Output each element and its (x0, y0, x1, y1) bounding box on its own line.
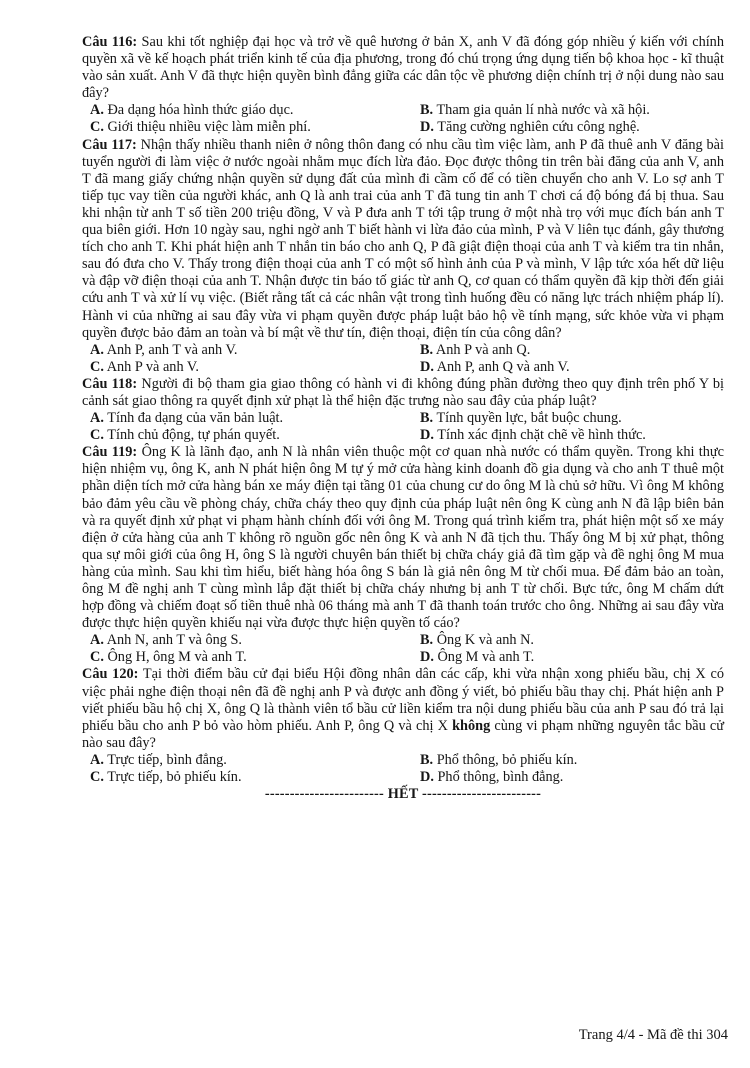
answer-options (82, 410, 724, 444)
question-text (82, 666, 724, 751)
question-number: Câu 119: (82, 444, 138, 461)
answer-options (82, 752, 724, 786)
question-number: Câu 120: (82, 666, 139, 683)
emphasis-not: không (452, 717, 491, 734)
question-body: Nhận thấy nhiều thanh niên ở nông thôn đang có nhu cầu tìm việc làm, anh P đã thuê anh V đăng bài tuyển người đi làm việc ở nước ngoài nhằm mục đích lừa đảo. Đọc được thông tin trên bài đăng của anh V, anh T đã mang giấy chứng nhận quyền sử dụng đất của mình đi cầm cố để có tiền chuyển cho anh V. Lo sợ anh T tiếp tục vay tiền của người khác, anh Q là anh trai của anh T đã tung tin anh T chơi cá độ bóng đá bị thua. Sau khi nhận từ anh T số tiền 200 triệu đồng, V và P đưa anh T tới tập trung ở một nhà trọ với mục đích bán anh T qua biên giới. Hơn 10 ngày sau, nghi ngờ anh T biết hành vi lừa đảo của mình, P và V liên tục đánh, gây thương tích cho anh T. Khi phát hiện anh T nhắn tin báo cho anh Q, P đã giật điện thoại của anh T và kiểm tra tin nhắn, sau đó đưa cho V. Thấy trong điện thoại của anh T có một số hình ảnh của P và mình, V lập tức xóa hết dữ liệu và đập vỡ điện thoại của anh T. Nhận được tin báo tố giác từ anh Q, cơ quan có thẩm quyền đã kịp thời đến giải cứu anh T và xử lí vụ việc. (Biết rằng tất cả các nhân vật trong tình huống đều có năng lực trách nhiệm pháp lí). Hành vi của những ai sau đây vừa vi phạm quyền được pháp luật bảo hộ về tính mạng, sức khỏe vừa vi phạm quyền được bảo đảm an toàn và bí mật về thư tín, điện thoại, điện tín của công dân? (82, 136, 724, 341)
question-body: Ông K là lãnh đạo, anh N là nhân viên thuộc một cơ quan nhà nước có thẩm quyền. Trong khi thực hiện nhiệm vụ, ông K, anh N phát hiện ông M tự ý mở cửa hàng kinh doanh đồ gia dụng và cho anh T thuê một phần diện tích mở cửa hàng bán xe máy điện tại tầng 01 của chung cư do ông M là chủ sở hữu. Vì ông M không bảo đảm yêu cầu về phòng cháy, chữa cháy theo quy định của pháp luật nên ông K cùng anh N đã lập biên bản và ra quyết định xử phạt vi phạm hành chính đối với ông M. Trong quá trình kiểm tra, phát hiện một số xe máy điện ở cửa hàng của anh T không rõ nguồn gốc nên ông K và anh N đã tịch thu. Thấy ông M bị xử phạt, thông qua sự môi giới của ông H, ông S là người chuyên bán thiết bị chữa cháy giả đã tìm gặp và đề nghị ông M mua hàng của mình. Sau khi tìm hiểu, biết hàng hóa ông S bán là giả nên ông M từ chối mua. Để đảm bảo an toàn, ông M đề nghị anh T cùng mình lắp đặt thiết bị chữa cháy nhưng bị anh T từ chối. Bực tức, ông M chấm dứt hợp đồng và chiếm đoạt số tiền thuê nhà 06 tháng mà anh T đã thanh toán trước cho ông. Những ai sau đây vừa được thực hiện quyền khiếu nại vừa được thực hiện quyền tố cáo? (82, 444, 725, 632)
question-body-end: cùng vi phạm những nguyên tắc bầu cử nào sau đây? (82, 717, 725, 751)
answer-options (82, 342, 724, 376)
option-c: C. Anh P và anh V. (90, 358, 199, 375)
question-text (82, 137, 724, 342)
option-b: B. Tham gia quản lí nhà nước và xã hội. (420, 102, 650, 119)
exam-page (82, 34, 724, 803)
option-a: A. Đa dạng hóa hình thức giáo dục. (90, 102, 294, 119)
option-a: A. Trực tiếp, bình đẳng. (90, 751, 227, 768)
option-c: C. Tính chủ động, tự phán quyết. (90, 427, 280, 444)
question-119 (82, 444, 724, 666)
option-b: B. Tính quyền lực, bắt buộc chung. (420, 410, 622, 427)
option-d: D. Tính xác định chặt chẽ về hình thức. (420, 427, 646, 444)
option-a: A. Tính đa dạng của văn bản luật. (90, 410, 284, 427)
option-d: D. Anh P, anh Q và anh V. (420, 358, 570, 375)
end-marker: ------------------------ HẾT ------------------------ (264, 786, 542, 803)
question-116 (82, 34, 724, 137)
question-number: Câu 116: (82, 34, 138, 50)
option-b: B. Ông K và anh N. (420, 632, 534, 649)
question-120 (82, 666, 724, 786)
question-text (82, 376, 724, 410)
question-text (82, 34, 724, 102)
option-a: A. Anh P, anh T và anh V. (90, 341, 238, 358)
question-body: Tại thời điểm bầu cử đại biểu Hội đồng nhân dân các cấp, khi vừa nhận xong phiếu bầu, chị X có việc phải nghe điện thoại nên đã đề nghị anh P và được anh đồng ý viết, bỏ phiếu bầu thay chị. Phát hiện anh P viết phiếu bầu hộ chị X, ông Q là thành viên tổ bầu cử liền kiểm tra nội dung phiếu bầu của anh P sau đó trả lại phiếu bầu cho anh P bỏ vào hòm phiếu. Anh P, ông Q và chị X (82, 666, 724, 734)
question-117 (82, 137, 724, 376)
option-d: D. Tăng cường nghiên cứu công nghệ. (420, 119, 640, 136)
option-c: C. Trực tiếp, bỏ phiếu kín. (90, 769, 242, 786)
option-d: D. Ông M và anh T. (420, 649, 535, 666)
question-body: Người đi bộ tham gia giao thông có hành vi đi không đúng phần đường theo quy định trên phố Y bị cảnh sát giao thông ra quyết định xử phạt là thể hiện đặc trưng nào sau đây của pháp luật? (82, 375, 725, 409)
question-number: Câu 117: (82, 136, 137, 153)
option-d: D. Phổ thông, bình đẳng. (420, 769, 564, 786)
answer-options (82, 102, 724, 136)
question-118 (82, 376, 724, 444)
question-number: Câu 118: (82, 375, 138, 392)
question-body: Sau khi tốt nghiệp đại học và trở về quê hương ở bản X, anh V đã đóng góp nhiều ý kiến với chính quyền xã về kế hoạch phát triển kinh tế của địa phương, trong đó chú trọng ứng dụng tiến bộ khoa học - kĩ thuật vào sản xuất. Anh V đã thực hiện quyền bình đẳng giữa các dân tộc về phương diện chính trị ở nội dung nào sau đây? (82, 34, 724, 102)
option-c: C. Ông H, ông M và anh T. (90, 649, 247, 666)
answer-options (82, 632, 724, 666)
option-a: A. Anh N, anh T và ông S. (90, 632, 242, 649)
question-text (82, 444, 724, 632)
page-footer: Trang 4/4 - Mã đề thi 304 (578, 1026, 728, 1043)
option-b: B. Anh P và anh Q. (420, 341, 531, 358)
option-c: C. Giới thiệu nhiều việc làm miễn phí. (90, 119, 311, 136)
option-b: B. Phổ thông, bỏ phiếu kín. (420, 751, 578, 768)
